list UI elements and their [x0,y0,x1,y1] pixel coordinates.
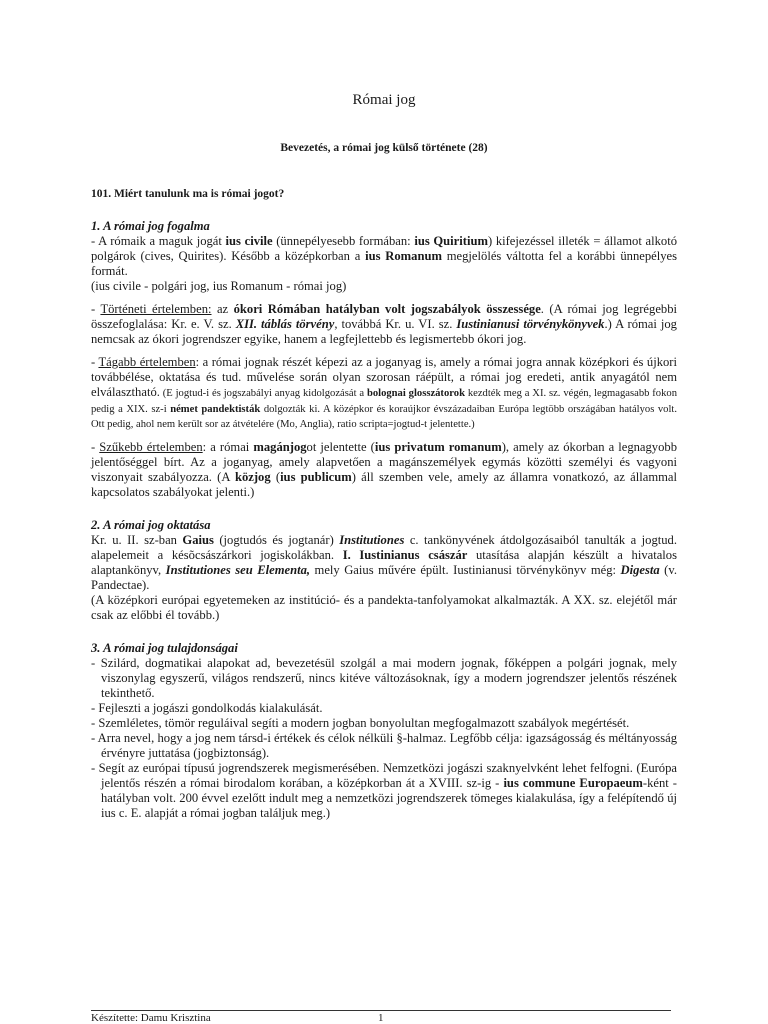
section-1-paragraph-broader: - Tágabb értelemben: a római jognak részét képezi az a joganyag is, amely a római jogra annak középkori és újkori továbbélése, oktatása és tud. művelése során olyan szorosan ráépült, a római jog eredeti, antik anyagától nem elválasztható. (E jogtud-i és jogszabályi anyag kidolgozását a bolognai glosszátorok kezdték meg a XI. sz. végén, legmagasabb fokon pedig a XIX. sz-i német pandektisták dolgozták ki. A középkor és koraújkor évszázadaiban Európa legtöbb országában hatályos volt. Ott pedig, ahol nem került sor az átvételére (Mo, Anglia), ratio scripta=jogtud-t jelentette.) [91,355,678,430]
list-item: - Szemléletes, tömör reguláival segíti a modern jogban bonyolultan megfogalmazott szabályok megértését. [91,715,630,730]
list-item: - Szilárd, dogmatikai alapokat ad, bevezetésül szolgál a mai modern jognak, főképpen a polgári jognak, mely viszonylag egyszerű, világos rendszerű, nincs kitéve változásoknak, így a modern jogrendszer jelentős részének tekinthető. [91,655,677,700]
document-title: Római jog [352,92,416,108]
list-item: - Segít az európai típusú jogrendszerek megismerésében. Nemzetközi jogászi szaknyelvként lehet felfogni. (Európa jelentős részén a római birodalom korában, a középkorban át a XVIII. sz-ig - ius commune Europaeum-ként - hatályban volt. 200 évvel ezelőtt indult meg a nemzetközi jogrendszerek tömeges kialakulása, így a felépítendő új ius c. E. alapját a római jogban találjuk meg.) [91,760,678,820]
section-3-heading: 3. A római jog tulajdonságai [91,640,238,655]
document-body [91,187,677,821]
document-subtitle: Bevezetés, a római jog külső története (28) [280,142,488,154]
section-1-paragraph-historical: - Történeti értelemben: az ókori Rómában hatályban volt jogszabályok összessége. (A római jog legrégebbi összefoglalása: Kr. e. V. sz. XII. táblás törvény, továbbá Kr. u. VI. sz. Iustinianusi törvénykönyvek.) A római jog nemcsak az ókori jogrendszer egyike, hanem a legfejlettebb és legismertebb ókori jog. [91,302,677,346]
footer-author: Készítette: Damu Krisztina [91,1012,211,1024]
list-item: - Fejleszti a jogászi gondolkodás kialakulását. [91,700,323,715]
section-1-paragraph-1: - A rómaik a maguk jogát ius civile (ünnepélyesebb formában: ius Quiritium) kifejezéssel illeték = államot alkotó polgárok (cives, Quirites). Később a középkorban a ius Romanum megjelölés váltotta fel a korábbi ünnepélyes formát. [91,234,677,278]
section-1-heading: 1. A római jog fogalma [91,219,210,233]
section-1-paragraph-narrower: - Szűkebb értelemben: a római magánjogot jelentette (ius privatum romanum), amely az ókorban a legnagyobb jelentőséggel bírt. Az a joganyag, amely alapvetően a magánszemélyek egymás közötti személyi és vagyoni viszonyait szabályozza. (A közjog (ius publicum) áll szemben vele, amely az államra vonatkozó, az állammal kapcsolatos szabályokat jelenti.) [91,439,677,499]
question-heading: 101. Miért tanulunk ma is római jogot? [91,188,285,200]
section-2-paragraph-2: (A középkori európai egyetemeken az institúció- és a pandekta-tanfolyamokat alkalmazták. A XX. sz. elejétől már csak az előbbi él tovább.) [91,592,677,622]
section-2-paragraph-1: Kr. u. II. sz-ban Gaius (jogtudós és jogtanár) Institutiones c. tankönyvének átdolgozásaiból tanulták a jogtud. alapelemeit a késõcsászárkori jogiskolákban. I. Iustinianus császár utasítása alapján készült a hivatalos alaptankönyv, Institutiones seu Elementa, mely Gaius művére épült. Iustinianusi törvénykönyv még: Digesta (v. Pandectae). [91,532,677,592]
properties-list [91,656,677,821]
page-number: 1 [378,1012,384,1024]
section-2-heading: 2. A római jog oktatása [91,517,211,532]
section-1-paragraph-1-note: (ius civile - polgári jog, ius Romanum - római jog) [91,279,347,293]
footer-divider [91,1010,671,1011]
list-item: - Arra nevel, hogy a jog nem társd-i értékek és célok nélküli §-halmaz. Legfőbb célja: igazságosság és méltányosság érvényre juttatása (jogbiztonság). [91,730,677,760]
